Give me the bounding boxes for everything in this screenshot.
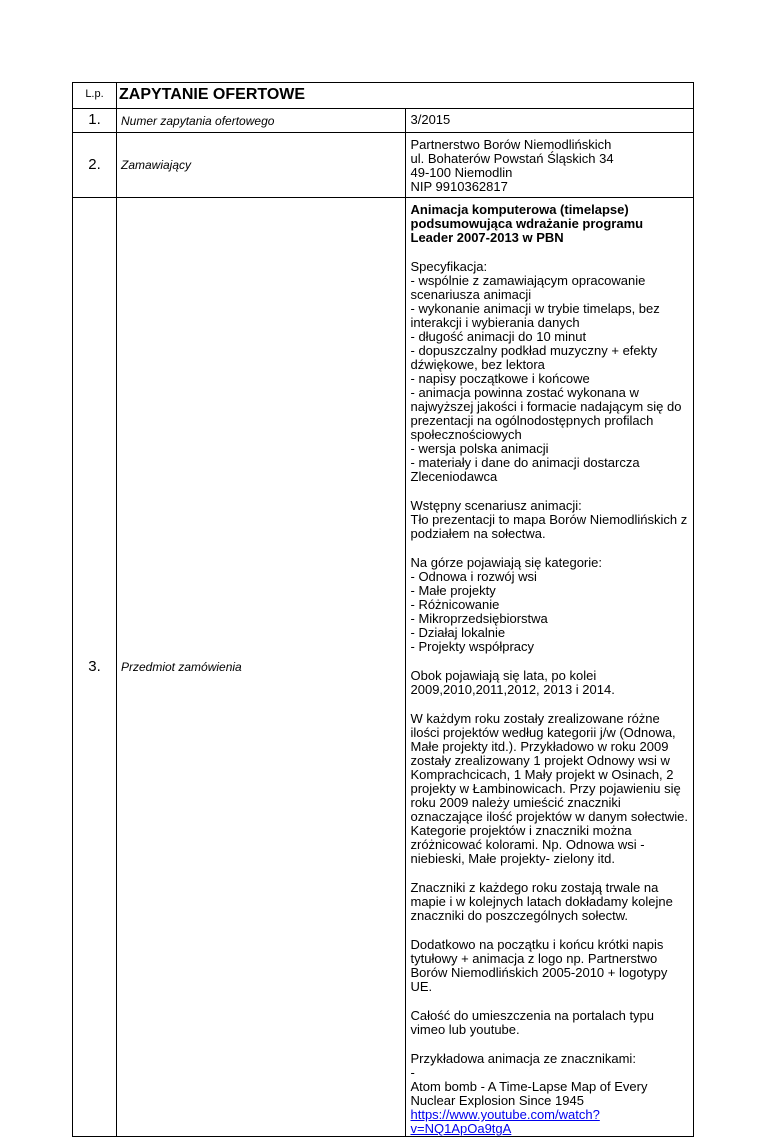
list-item: - długość animacji do 10 minut: [410, 329, 587, 344]
document-title: ZAPYTANIE OFERTOWE: [119, 86, 306, 103]
markers-text: Znaczniki z każdego roku zostają trwale na mapie i w kolejnych latach dokładamy kolejne znaczniki do poszczególnych sołectw.: [410, 880, 673, 923]
list-item: - Różnicowanie: [410, 597, 500, 612]
lp-header: L.p.: [85, 88, 104, 100]
extra-text: Dodatkowo na początku i końcu krótki napis tytułowy + animacja z logo np. Partnerstwo Borów Niemodlińskich 2005-2010 + logotypy UE.: [410, 937, 668, 994]
header-row: [73, 83, 694, 109]
org-nip: NIP 9910362817: [410, 179, 508, 194]
categories-title: Na górze pojawiają się kategorie:: [410, 555, 602, 570]
years-text: Obok pojawiają się lata, po kolei 2009,2010,2011,2012, 2013 i 2014.: [410, 668, 615, 697]
row-label: Zamawiający: [121, 158, 192, 172]
list-item: - Małe projekty: [410, 583, 496, 598]
table-row: [73, 109, 694, 133]
publish-text: Całość do umieszczenia na portalach typu vimeo lub youtube.: [410, 1008, 655, 1037]
row-label: Numer zapytania ofertowego: [121, 114, 275, 128]
table-row: [73, 198, 694, 1137]
row-number: 1.: [88, 111, 101, 128]
list-item: - Projekty współpracy: [410, 639, 535, 654]
order-subject: [411, 198, 690, 1136]
scenario-text: Tło prezentacji to mapa Borów Niemodlińskich z podziałem na sołectwa.: [410, 512, 688, 541]
list-item: - wersja polska animacji: [410, 441, 549, 456]
list-item: - Mikroprzedsiębiorstwa: [410, 611, 548, 626]
example-dash: -: [410, 1065, 415, 1080]
table-row: [73, 133, 694, 198]
org-name: Partnerstwo Borów Niemodlińskich: [410, 137, 612, 152]
colors-text: Kategorie projektów i znaczniki można zróżnicować kolorami. Np. Odnowa wsi - niebieski, Małe projekty- zielony itd.: [410, 823, 645, 866]
list-item: - materiały i dane do animacji dostarcza Zleceniodawca: [410, 455, 640, 484]
request-number-value: 3/2015: [410, 112, 451, 127]
scenario-title: Wstępny scenariusz animacji:: [410, 498, 582, 513]
list-item: - dopuszczalny podkład muzyczny + efekty dźwiękowe, bez lektora: [410, 343, 658, 372]
row-number: 2.: [88, 156, 101, 173]
list-item: - animacja powinna zostać wykonana w najwyższej jakości i formacie nadającym się do prezentacji na ogólnodostępnych profilach społecznościowych: [410, 385, 682, 442]
list-item: - Działaj lokalnie: [410, 625, 506, 640]
example-title: Przykładowa animacja ze znacznikami:: [410, 1051, 636, 1066]
list-item: - wykonanie animacji w trybie timelaps, bez interakcji i wybierania danych: [410, 301, 660, 330]
org-city: 49-100 Niemodlin: [410, 165, 513, 180]
row-label: Przedmiot zamówienia: [121, 660, 242, 674]
example-video-link[interactable]: https://www.youtube.com/watch?v=NQ1ApOa9tgA: [410, 1107, 600, 1136]
subject-heading: Animacja komputerowa (timelapse) podsumowująca wdrażanie programu Leader 2007-2013 w PBN: [410, 202, 644, 245]
row-number: 3.: [88, 658, 101, 675]
ordering-party-address: [411, 133, 690, 194]
offer-request-table: [72, 82, 694, 1137]
list-item: - Odnowa i rozwój wsi: [410, 569, 537, 584]
projects-text: W każdym roku zostały zrealizowane różne ilości projektów według kategorii j/w (Odnowa, Małe projekty itd.). Przykładowo w roku 2009 zostały zrealizowany 1 projekt Odnowy wsi w Komprachcicach, 1 Mały projekt w Osinach, 2 projekty w Łambinowicach. Przy pojawieniu się roku 2009 należy umieścić znaczniki oznaczające ilość projektów w danym sołectwie.: [410, 711, 688, 824]
list-item: - wspólnie z zamawiającym opracowanie scenariusza animacji: [410, 273, 646, 302]
lp-header-cell: [73, 83, 117, 109]
title-cell: [117, 83, 694, 109]
spec-title: Specyfikacja:: [410, 259, 488, 274]
org-street: ul. Bohaterów Powstań Śląskich 34: [410, 151, 614, 166]
example-name: Atom bomb - A Time-Lapse Map of Every Nuclear Explosion Since 1945: [410, 1079, 648, 1108]
list-item: - napisy początkowe i końcowe: [410, 371, 590, 386]
